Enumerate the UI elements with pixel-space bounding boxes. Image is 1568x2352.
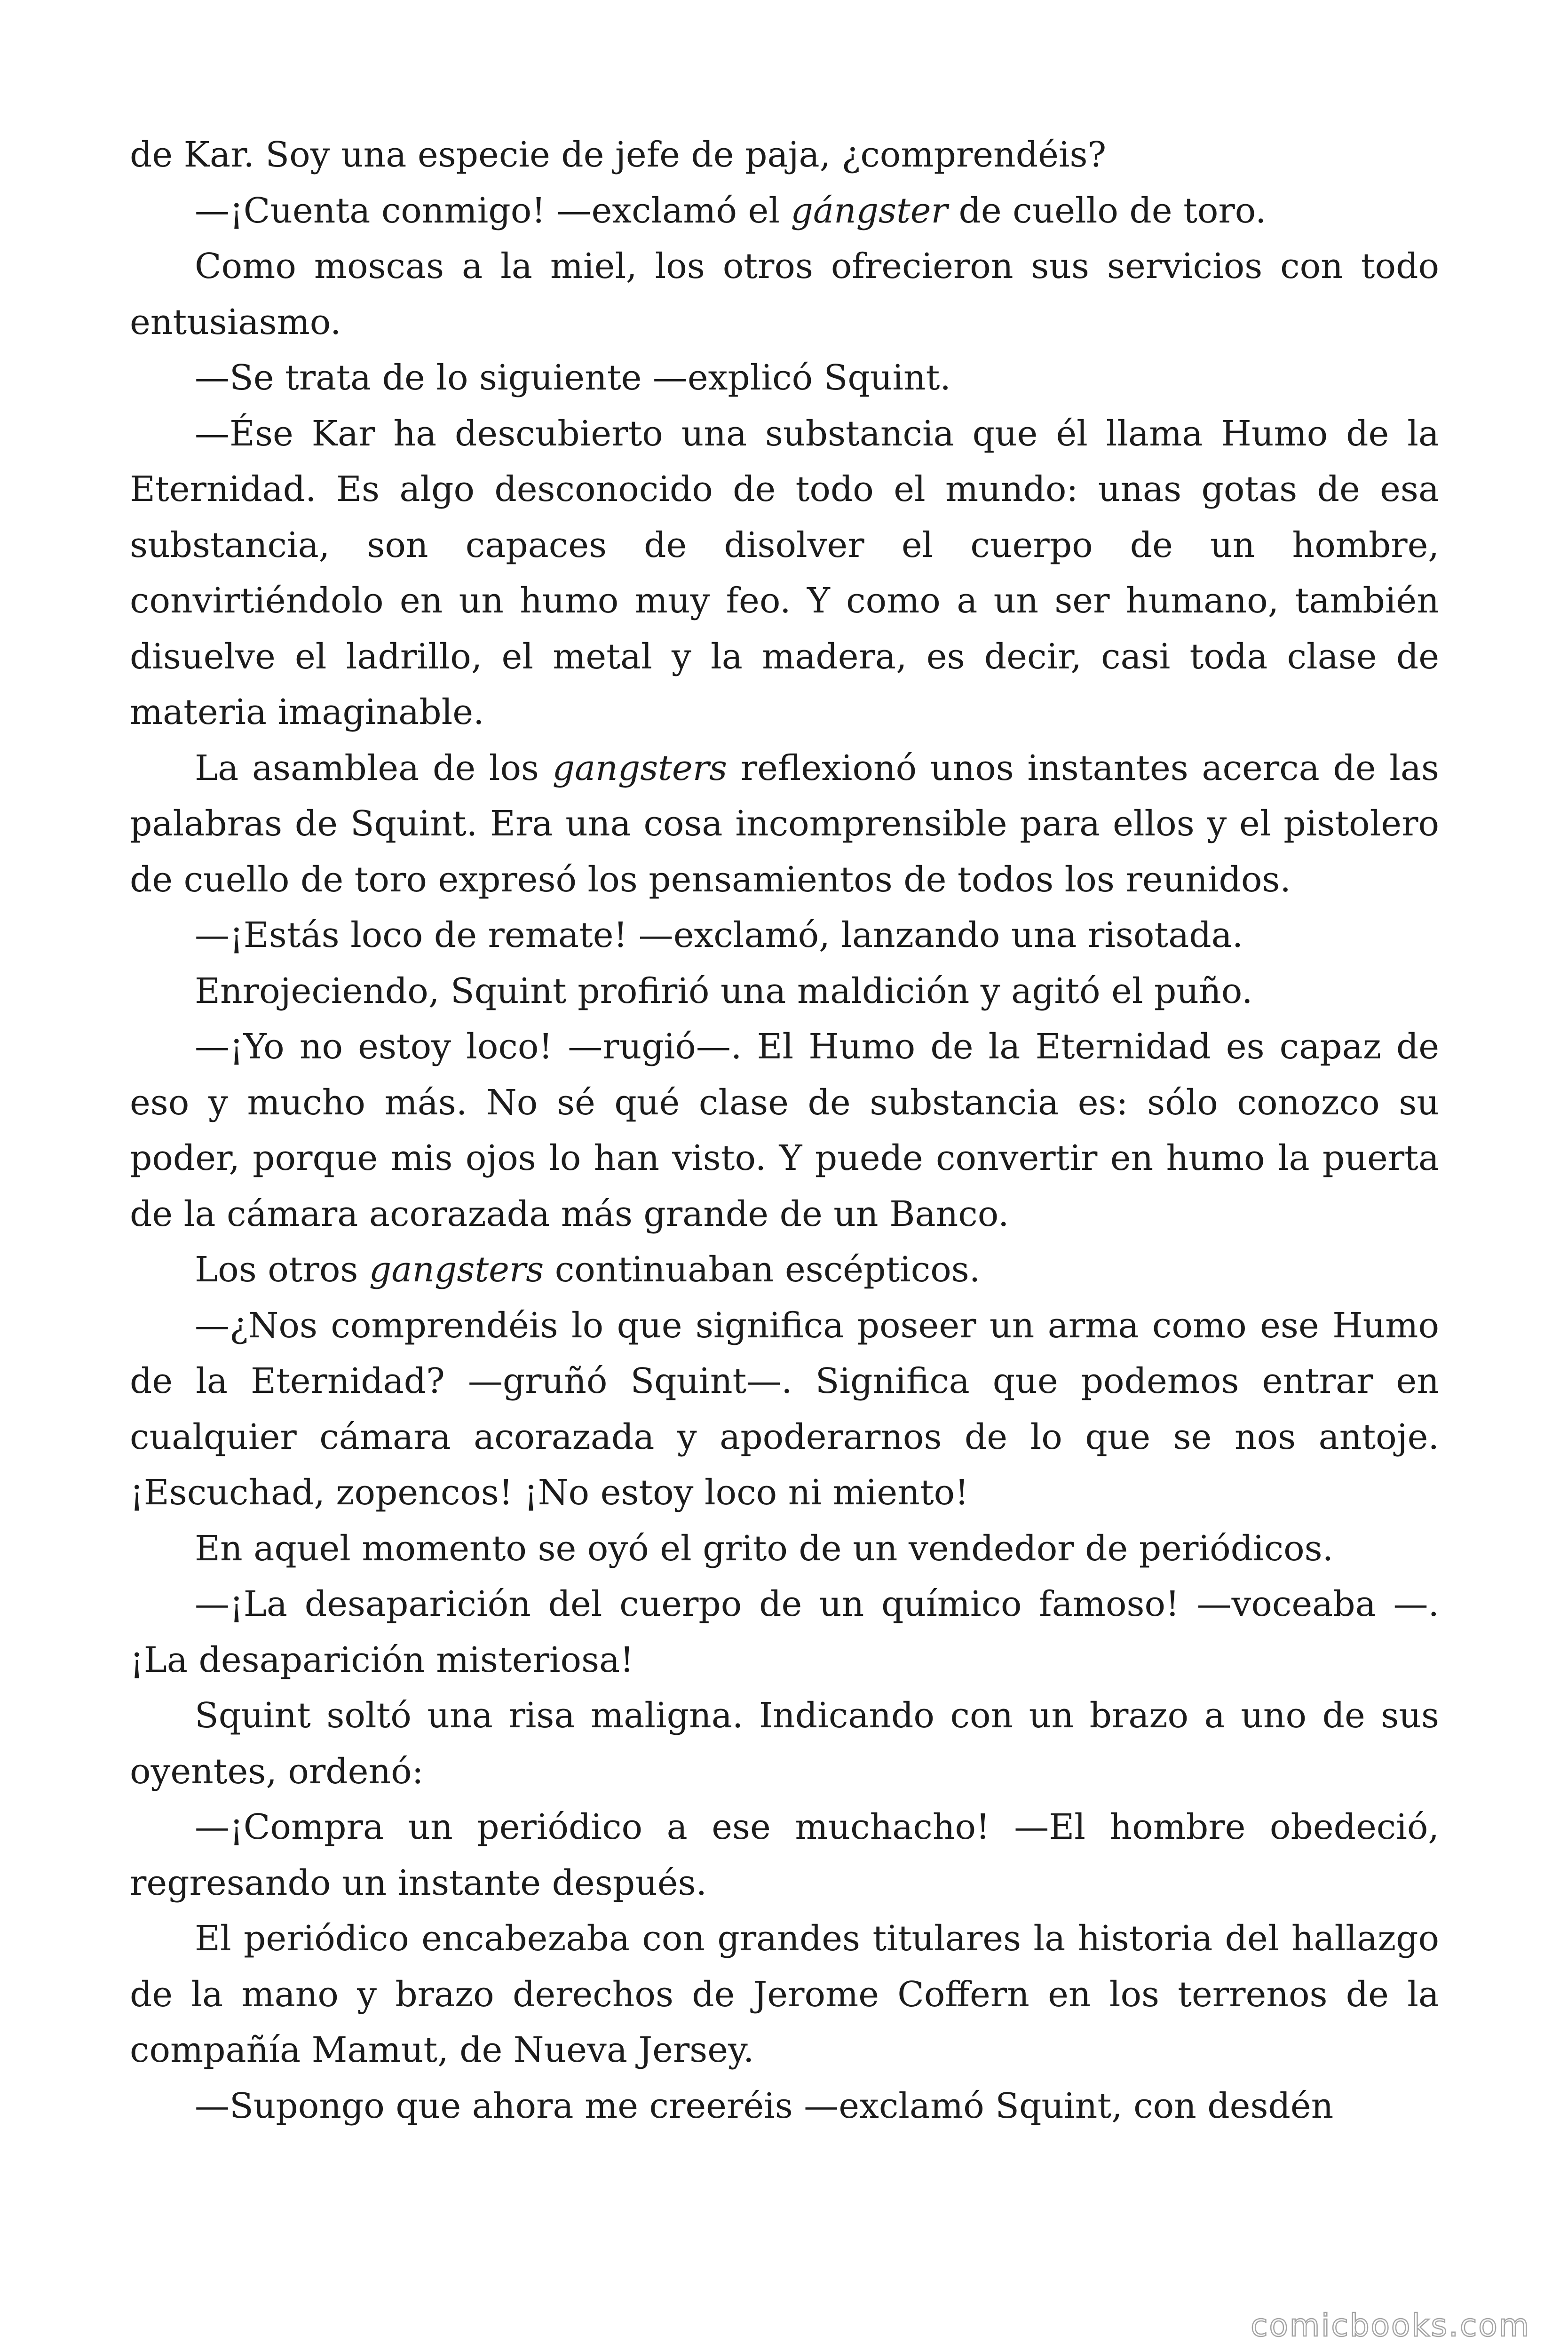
paragraph (130, 127, 1439, 183)
text-run: —¡Yo no estoy loco! —rugió—. El Humo de la Eternidad es capaz de eso y mucho más. No sé qué clase de substancia es: sólo conozco su poder, porque mis ojos lo han visto. Y puede convertir en humo la puerta de la cámara acorazada más grande de un Banco. (130, 1026, 1439, 1234)
paragraph (130, 1242, 1439, 1298)
text-run: —¡Compra un periódico a ese muchacho! —El hombre obedeció, regresando un instante después. (130, 1807, 1439, 1903)
paragraph (130, 1521, 1439, 1577)
paragraph (130, 238, 1439, 350)
text-run: de Kar. Soy una especie de jefe de paja, ¿comprendéis? (130, 135, 1107, 175)
text-run: reflexionó unos instantes acerca de las palabras de Squint. Era una cosa incomprensible para ellos y el pistolero de cuello de toro expresó los pensamientos de todos los reunidos. (130, 747, 1439, 900)
text-run: Squint soltó una risa maligna. Indicando con un brazo a uno de sus oyentes, ordenó: (130, 1695, 1439, 1792)
text-run: El periódico encabezaba con grandes titulares la historia del hallazgo de la mano y brazo derechos de Jerome Coffern en los terrenos de la compañía Mamut, de Nueva Jersey. (130, 1918, 1439, 2070)
paragraph (130, 740, 1439, 908)
text-run: —¿Nos comprendéis lo que significa poseer un arma como ese Humo de la Eternidad? —gruñó Squint—. Significa que podemos entrar en cualquier cámara acorazada y apoderarnos de lo que se nos antoje. ¡Escuchad, zopencos! ¡No estoy loco ni miento! (130, 1305, 1439, 1513)
paragraph (130, 406, 1439, 740)
text-run: Enrojeciendo, Squint profirió una maldición y agitó el puño. (195, 970, 1253, 1011)
paragraph (130, 1799, 1439, 1911)
text-run: La asamblea de los (195, 747, 553, 788)
text-run: —Se trata de lo siguiente —explicó Squint. (195, 358, 951, 398)
italic-text: gangsters (369, 1249, 544, 1290)
paragraph (130, 1911, 1439, 2078)
text-run: —¡Cuenta conmigo! —exclamó el (195, 190, 791, 231)
text-run: —Ése Kar ha descubierto una substancia que él llama Humo de la Eternidad. Es algo desconocido de todo el mundo: unas gotas de esa substancia, son capaces de disolver el cuerpo de un hombre, convirtiéndolo en un humo muy feo. Y como a un ser humano, también disuelve el ladrillo, el metal y la madera, es decir, casi toda clase de materia imaginable. (130, 413, 1439, 732)
text-run: de cuello de toro. (947, 190, 1267, 231)
paragraph (130, 1688, 1439, 1799)
book-page-text (130, 127, 1439, 2134)
text-run: —Supongo que ahora me creeréis —exclamó Squint, con desdén (195, 2085, 1334, 2126)
paragraph (130, 2078, 1439, 2134)
watermark: comicbooks.com (1251, 2307, 1530, 2344)
text-run: continuaban escépticos. (544, 1249, 981, 1290)
text-run: En aquel momento se oyó el grito de un vendedor de periódicos. (195, 1528, 1334, 1569)
paragraph (130, 1576, 1439, 1688)
text-run: —¡Estás loco de remate! —exclamó, lanzando una risotada. (195, 915, 1243, 955)
paragraph (130, 1298, 1439, 1521)
text-run: Como moscas a la miel, los otros ofrecieron sus servicios con todo entusiasmo. (130, 246, 1439, 342)
paragraph (130, 907, 1439, 963)
paragraph (130, 963, 1439, 1019)
italic-text: gangsters (552, 747, 728, 788)
paragraph (130, 183, 1439, 239)
italic-text: gángster (791, 190, 948, 231)
text-run: —¡La desaparición del cuerpo de un químico famoso! —voceaba —. ¡La desaparición misteriosa! (130, 1584, 1439, 1680)
paragraph (130, 1019, 1439, 1242)
paragraph (130, 350, 1439, 406)
text-run: Los otros (195, 1249, 369, 1290)
